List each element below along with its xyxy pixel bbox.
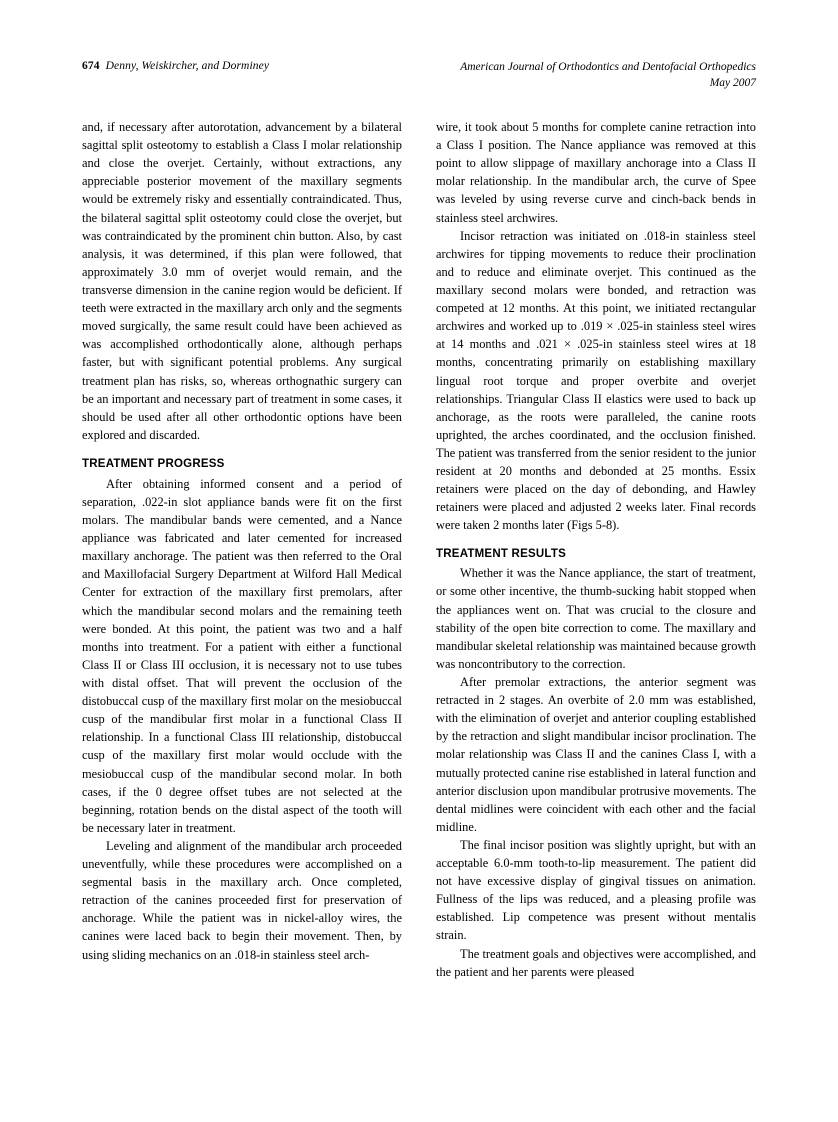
page-number: 674 xyxy=(82,60,100,72)
paragraph: Incisor retraction was initiated on .018-in stainless steel archwires for tipping movements to reduce their proclination and to reduce and eliminate overjet. This continued as the maxillary second molars were bonded, and retraction was competed at 12 months. At this point, we initiated rectangular archwires and worked up to .019 × .025-in stainless steel wires at 14 months and .021 × .025-in stainless steel wires at 18 months, concentrating primarily on establishing maxillary lingual root torque and proper overbite and overjet relationships. Triangular Class II elastics were used to back up anchorage, as the roots were paralleled, the canine roots uprighted, the arches coordinated, and the occlusion finished. The patient was transferred from the senior resident to the junior resident at 20 months and debonded at 25 months. Essix retainers were placed on the day of debonding, and Hawley retainers were placed and adjusted 2 weeks later. Final records were taken 2 months later (Figs 5-8). xyxy=(436,228,756,533)
paragraph: and, if necessary after autorotation, advancement by a bilateral sagittal split osteotomy to establish a Class I molar relationship and close the overjet. Certainly, without extractions, any appreciable posterior movement of the maxillary segments would be extremely risky and essentially contraindicated. Thus, the bilateral sagittal split osteotomy could close the overjet, but was contraindicated by the prominent chin button. Also, by cast analysis, it was determined, if this plan were followed, that approximately 3.0 mm of overjet would remain, and the transverse dimension in the canine region would be deficient. If teeth were extracted in the maxillary arch only and the segments moved surgically, the same result could have been achieved as was accomplished orthodontically alone, although perhaps faster, but with significant potential problems. Any surgical treatment plan has risks, so, whereas orthognathic surgery can be an important and necessary part of treatment in some cases, it should be used after all other orthodontic options have been explored and discarded. xyxy=(82,120,402,442)
paragraph: Leveling and alignment of the mandibular arch proceeded uneventfully, while these procedures were accomplished on a segmental basis in the maxillary arch. Once completed, retraction of the canines proceeded first for preservation of anchorage. While the patient was in nickel-alloy wires, the canines were laced back to begin their movement. Then, by using sliding mechanics on an .018-in stainless steel arch- xyxy=(82,838,402,962)
journal-title: American Journal of Orthodontics and Dentofacial Orthopedics xyxy=(460,61,756,73)
paragraph: The treatment goals and objectives were accomplished, and the patient and her parents were pleased xyxy=(436,946,756,979)
header-journal-info xyxy=(460,60,756,91)
paragraph: wire, it took about 5 months for complete canine retraction into a Class I position. The Nance appliance was removed at this point to allow slippage of maxillary anchorage into a Class II molar relationship. In the mandibular arch, the curve of Spee was leveled by using reverse curve and cinch-back bends in stainless steel archwires. xyxy=(436,120,756,225)
body-columns xyxy=(82,118,756,981)
section-heading-treatment-progress: TREATMENT PROGRESS xyxy=(82,457,225,470)
paragraph: After premolar extractions, the anterior segment was retracted in 2 stages. An overbite of 2.0 mm was established, with the elimination of overjet and anterior coupling established by the retraction and slight mandibular incisor proclination. The molar relationship was Class II and the canines Class I, with a mutually protected canine rise established in lateral function and anterior disclusion upon mandibular protrusive movements. The dental midlines were coincident with each other and the facial midline. xyxy=(436,674,756,834)
authors-text: Denny, Weiskircher, and Dorminey xyxy=(105,60,270,72)
issue-date: May 2007 xyxy=(709,76,756,89)
paragraph: After obtaining informed consent and a period of separation, .022-in slot appliance bands were fit on the first molars. The mandibular bands were cemented, and a Nance appliance was fabricated and later cemented for increased maxillary anchorage. The patient was then referred to the Oral and Maxillofacial Surgery Department at Wilford Hall Medical Center for extraction of the maxillary first premolars, after which the mandibular second molars and the remaining teeth were bonded. At this point, the patient was two and a half months into treatment. For a patient with either a functional Class II or Class III occlusion, it is necessary not to use tubes with distal offset. That will prevent the occlusion of the distobuccal cusp of the maxillary first molar on the mesiobuccal cusp of the mandibular first molar in a functional Class II relationship. In a functional Class III relationship, distobuccal cusp of the maxillary first molar would occlude with the mesiobuccal cusp of the mandibular second molar. In both cases, if the 0 degree offset tubes are not selected at the beginning, rotation bends on the distal aspect of the tooth will be necessary later in treatment. xyxy=(82,476,402,835)
header-authors xyxy=(82,60,269,72)
left-column xyxy=(82,118,402,981)
paragraph: Whether it was the Nance appliance, the start of treatment, or some other incentive, the thumb-sucking habit stopped when the appliances went on. That was crucial to the closure and stability of the open bite correction to come. The maxillary and mandibular skeletal relationship was maintained because growth was noncontributory to the correction. xyxy=(436,566,756,671)
page-header xyxy=(82,60,756,91)
section-heading-treatment-results: TREATMENT RESULTS xyxy=(436,547,566,560)
right-column xyxy=(436,118,756,981)
paragraph: The final incisor position was slightly upright, but with an acceptable 6.0-mm tooth-to-lip measurement. The patient did not have excessive display of gingival tissues on animation. Fullness of the lips was reduced, and a pleasing profile was established. Lip competence was present without mentalis strain. xyxy=(436,837,756,943)
